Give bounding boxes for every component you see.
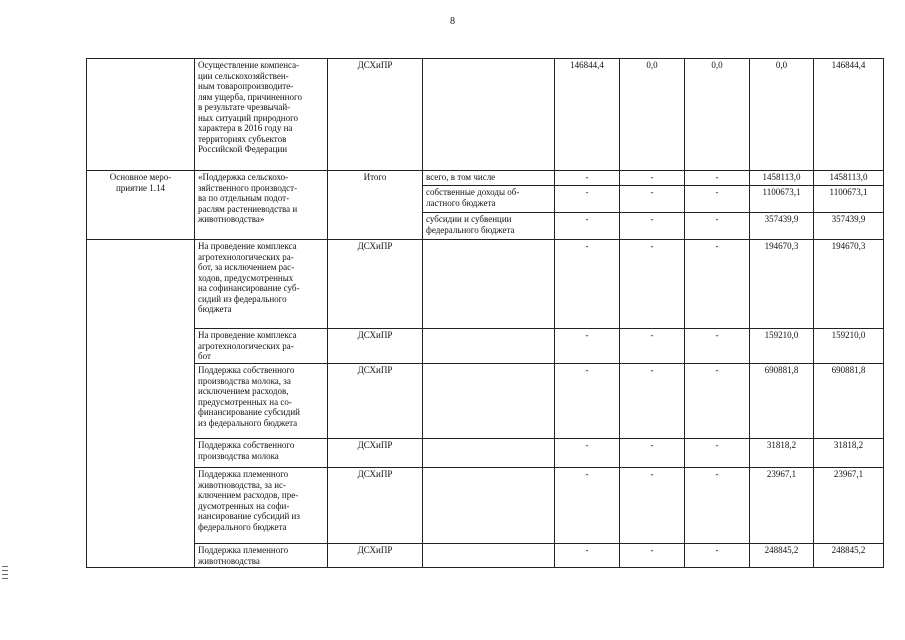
value-cell: - xyxy=(555,186,620,213)
value-cell: - xyxy=(555,544,620,568)
funding-source-cell xyxy=(423,468,555,544)
value-cell: - xyxy=(620,213,685,240)
value-cell: - xyxy=(685,186,750,213)
value-cell: 357439,9 xyxy=(814,213,884,240)
value-cell: - xyxy=(620,544,685,568)
funding-source-cell: субсидии и субвенции федерального бюджета xyxy=(423,213,555,240)
value-cell: - xyxy=(685,329,750,364)
margin-mark-line xyxy=(2,570,8,571)
measure-name-cell: Поддержка племенного животноводства xyxy=(195,544,328,568)
value-cell: 159210,0 xyxy=(750,329,814,364)
value-cell: 23967,1 xyxy=(814,468,884,544)
executor-cell: ДСХиПР xyxy=(328,329,423,364)
value-cell: 1458113,0 xyxy=(750,171,814,186)
value-cell: 194670,3 xyxy=(814,240,884,329)
value-cell: - xyxy=(555,240,620,329)
budget-table xyxy=(86,58,884,568)
measure-name-cell: На проведение комплекса агротехнологических ра- бот xyxy=(195,329,328,364)
activity-cell: Основное меро- приятие 1.14 xyxy=(87,171,195,240)
value-cell: - xyxy=(555,213,620,240)
funding-source-cell xyxy=(423,59,555,171)
table-row xyxy=(87,439,884,468)
funding-source-cell xyxy=(423,544,555,568)
table-row xyxy=(87,544,884,568)
value-cell: 1100673,1 xyxy=(814,186,884,213)
value-cell: - xyxy=(555,364,620,439)
margin-mark-line xyxy=(2,566,8,567)
value-cell: 0,0 xyxy=(620,59,685,171)
value-cell: - xyxy=(620,468,685,544)
value-cell: 1100673,1 xyxy=(750,186,814,213)
table-row xyxy=(87,171,884,186)
page-number: 8 xyxy=(450,16,455,27)
value-cell: - xyxy=(685,439,750,468)
margin-mark-line xyxy=(2,574,8,575)
value-cell: 357439,9 xyxy=(750,213,814,240)
measure-name-cell: Поддержка племенного животноводства, за ис- ключением расходов, пре- дусмотренных на софи- нансирование субсидий из федерального бюджета xyxy=(195,468,328,544)
value-cell: 690881,8 xyxy=(750,364,814,439)
table-row xyxy=(87,240,884,329)
executor-cell: ДСХиПР xyxy=(328,59,423,171)
value-cell: 31818,2 xyxy=(750,439,814,468)
value-cell: - xyxy=(555,439,620,468)
value-cell: 1458113,0 xyxy=(814,171,884,186)
value-cell: 690881,8 xyxy=(814,364,884,439)
table-row xyxy=(87,329,884,364)
value-cell: 248845,2 xyxy=(814,544,884,568)
value-cell: - xyxy=(685,240,750,329)
value-cell: - xyxy=(620,171,685,186)
measure-name-cell: «Поддержка сельскохо- зяйственного производст- ва по отдельным подот- раслям растениеводства и животноводства» xyxy=(195,171,328,240)
table-row xyxy=(87,364,884,439)
value-cell: 194670,3 xyxy=(750,240,814,329)
measure-name-cell: Поддержка собственного производства молока xyxy=(195,439,328,468)
funding-source-cell: всего, в том числе xyxy=(423,171,555,186)
value-cell: - xyxy=(685,544,750,568)
table-row xyxy=(87,468,884,544)
funding-source-cell xyxy=(423,240,555,329)
executor-cell: ДСХиПР xyxy=(328,240,423,329)
measure-name-cell: Осуществление компенса- ции сельскохозяйствен- ным товаропроизводите- лям ущерба, причиненного в результате чрезвычай- ных ситуаций природного характера в 2016 году на территориях субъектов Российской Федерации xyxy=(195,59,328,171)
value-cell: - xyxy=(620,439,685,468)
value-cell: - xyxy=(685,364,750,439)
value-cell: 146844,4 xyxy=(555,59,620,171)
executor-cell: ДСХиПР xyxy=(328,439,423,468)
executor-cell: ДСХиПР xyxy=(328,468,423,544)
value-cell: 23967,1 xyxy=(750,468,814,544)
executor-cell: Итого xyxy=(328,171,423,240)
value-cell: 31818,2 xyxy=(814,439,884,468)
value-cell: - xyxy=(685,468,750,544)
measure-name-cell: Поддержка собственного производства молока, за исключением расходов, предусмотренных на со- финансирование субсидий из федерального бюджета xyxy=(195,364,328,439)
funding-source-cell xyxy=(423,329,555,364)
funding-source-cell xyxy=(423,439,555,468)
value-cell: - xyxy=(555,171,620,186)
value-cell: 0,0 xyxy=(685,59,750,171)
funding-source-cell: собственные доходы об- ластного бюджета xyxy=(423,186,555,213)
value-cell: - xyxy=(555,468,620,544)
value-cell: - xyxy=(555,329,620,364)
value-cell: 159210,0 xyxy=(814,329,884,364)
value-cell: - xyxy=(685,171,750,186)
value-cell: 248845,2 xyxy=(750,544,814,568)
table-row xyxy=(87,59,884,171)
measure-name-cell: На проведение комплекса агротехнологических ра- бот, за исключением рас- ходов, предусмотренных на софинансирование суб- сидий из федерального бюджета xyxy=(195,240,328,329)
activity-cell xyxy=(87,240,195,568)
value-cell: 0,0 xyxy=(750,59,814,171)
value-cell: - xyxy=(620,364,685,439)
value-cell: - xyxy=(620,329,685,364)
value-cell: - xyxy=(685,213,750,240)
value-cell: 146844,4 xyxy=(814,59,884,171)
value-cell: - xyxy=(620,186,685,213)
executor-cell: ДСХиПР xyxy=(328,544,423,568)
activity-cell xyxy=(87,59,195,171)
margin-mark-line xyxy=(2,578,8,579)
margin-marks xyxy=(2,566,8,582)
funding-source-cell xyxy=(423,364,555,439)
value-cell: - xyxy=(620,240,685,329)
executor-cell: ДСХиПР xyxy=(328,364,423,439)
